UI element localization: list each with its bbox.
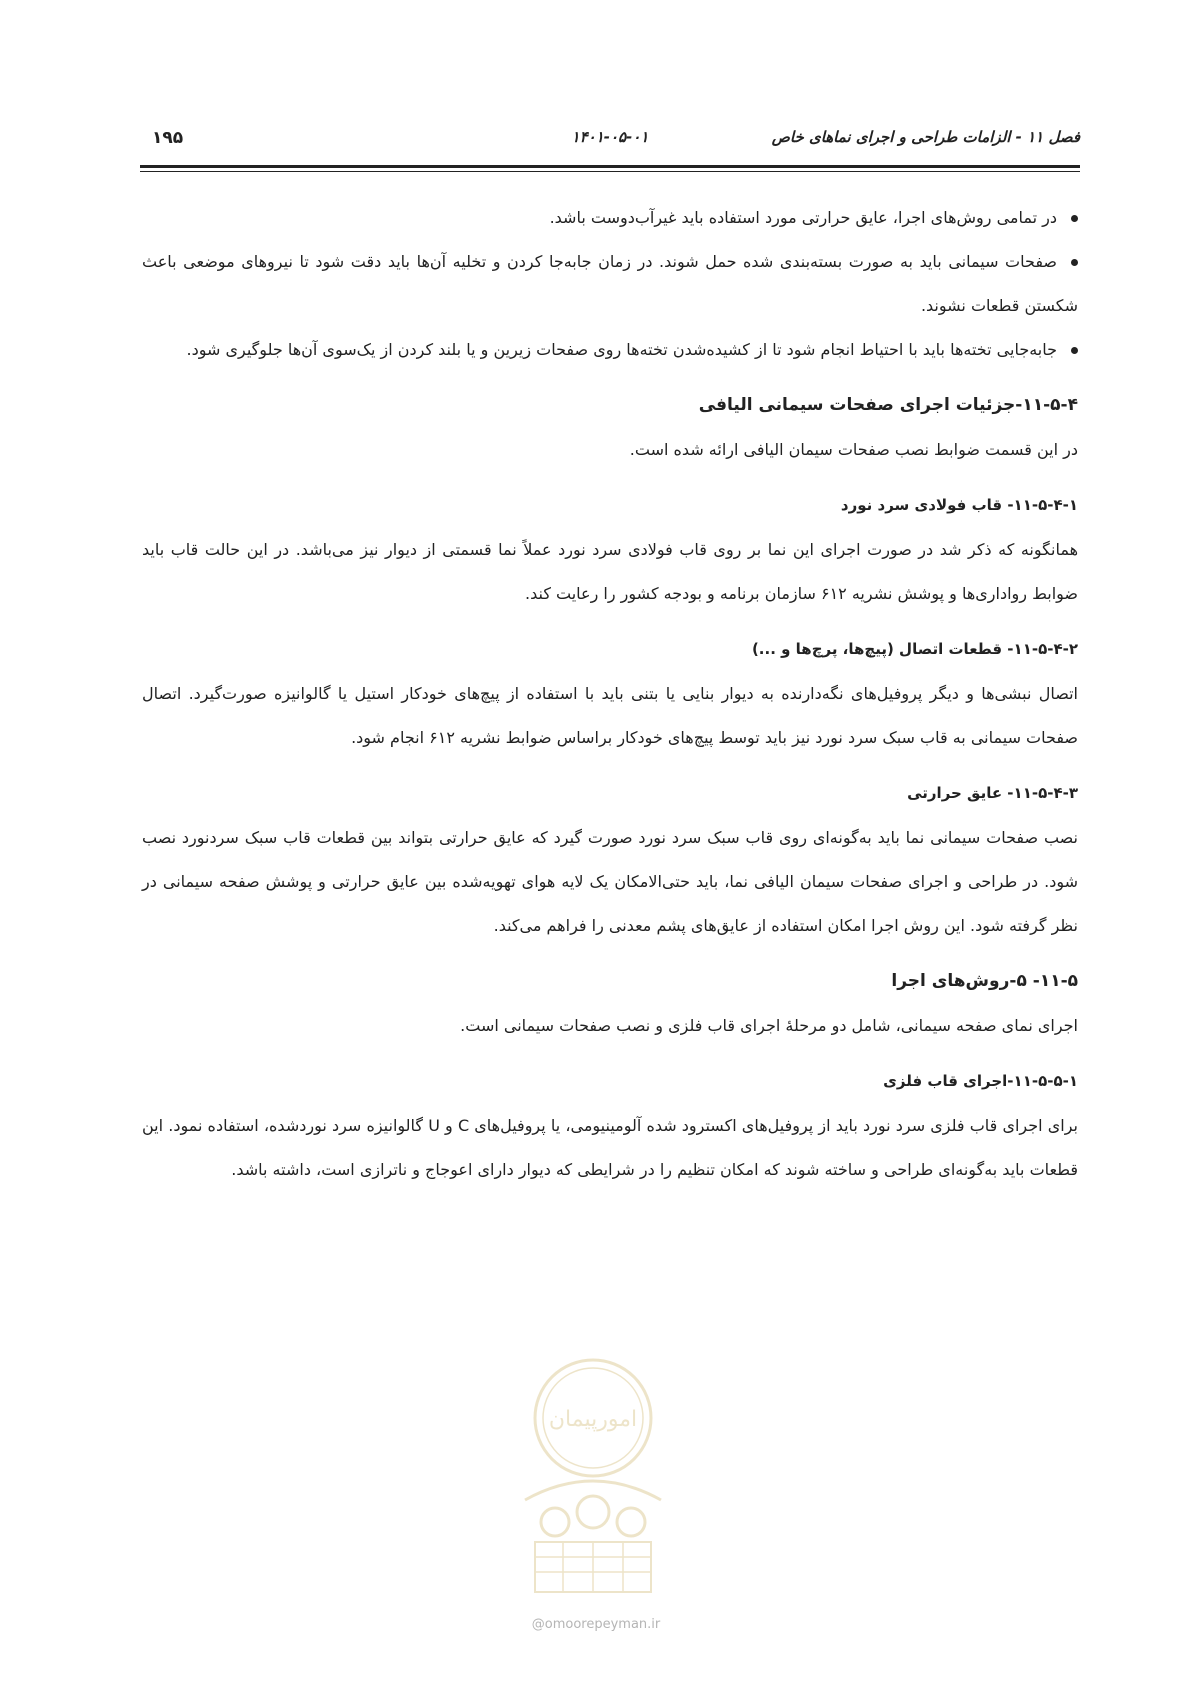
subsection-heading: ۱۱-۵-۴-۱- قاب فولادی سرد نورد — [840, 496, 1078, 514]
bullet-item — [142, 196, 1078, 240]
subsection-heading: ۱۱-۵-۵-۱-اجرای قاب فلزی — [883, 1072, 1078, 1090]
subsection-heading: ۱۱-۵-۴-۲- قطعات اتصال (پیچ‌ها، پرچ‌ها و ...) — [751, 640, 1078, 658]
bullet-text: در تمامی روش‌های اجرا، عایق حرارتی مورد استفاده باید غیرآب‌دوست باشد. — [549, 208, 1057, 227]
watermark-logo-icon — [505, 1352, 681, 1602]
subsection-heading: ۱۱-۵-۴-۳- عایق حرارتی — [907, 784, 1078, 802]
bullet-item — [142, 328, 1078, 372]
bullet-icon — [1071, 215, 1078, 222]
watermark-site: @omoorepeyman.ir — [531, 1617, 661, 1632]
section-body: همانگونه که ذکر شد در صورت اجرای این نما بر روی قاب فولادی سرد نورد عملاً نما قسمتی از دیوار نیز می‌باشد. در این حالت قاب باید ضوابط رواداری‌ها و پوشش نشریه ۶۱۲ سازمان برنامه و بودجه کشور را رعایت کند. — [142, 540, 1078, 603]
header-rule-thick — [140, 165, 1080, 168]
bullet-icon — [1071, 347, 1078, 354]
section-body: نصب صفحات سیمانی نما باید به‌گونه‌ای روی قاب سبک سرد نورد صورت گیرد که عایق حرارتی بتواند بین قطعات قاب سبک سردنورد نصب شود. در طراحی و اجرای صفحات سیمان الیافی نما، باید حتی‌الامکان یک لایه هوای تهویه‌شده بین عایق حرارتی و پوشش صفحه سیمانی در نظر گرفته شود. این روش اجرا امکان استفاده از عایق‌های پشم معدنی را فراهم می‌کند. — [142, 828, 1078, 935]
bullet-icon — [1071, 259, 1078, 266]
section-body: اتصال نبشی‌ها و دیگر پروفیل‌های نگه‌دارنده به دیوار بنایی یا بتنی باید با استفاده از پیچ‌های خودکار استیل یا گالوانیزه صورت‌گیرد. اتصال صفحات سیمانی به قاب سبک سرد نورد نیز باید توسط پیچ‌های خودکار براساس ضوابط نشریه ۶۱۲ انجام شود. — [142, 684, 1078, 747]
bullet-item — [142, 240, 1078, 328]
watermark-logo-text: امورپیمان — [548, 1407, 638, 1432]
header-rule-thin — [140, 171, 1080, 172]
section-body: اجرای نمای صفحه سیمانی، شامل دو مرحلۀ اجرای قاب فلزی و نصب صفحات سیمانی است. — [460, 1016, 1078, 1035]
section-heading: ۱۱-۵- ۵-روش‌های اجرا — [891, 971, 1078, 991]
chapter-title: فصل ۱۱ - الزامات طراحی و اجرای نماهای خاص — [771, 128, 1080, 146]
page-content — [142, 196, 1078, 1192]
section-heading: ۱۱-۵-۴-جزئیات اجرای صفحات سیمانی الیافی — [698, 395, 1078, 415]
bullet-text: صفحات سیمانی باید به صورت بسته‌بندی شده حمل شوند. در زمان جابه‌جا کردن و تخلیه آن‌ها باید دقت شود تا نیروهای موضعی باعث شکستن قطعات نشوند. — [142, 252, 1078, 315]
page-number: ۱۹۵ — [152, 128, 184, 148]
section-body: در این قسمت ضوابط نصب صفحات سیمان الیافی ارائه شده است. — [629, 440, 1078, 459]
section-body: برای اجرای قاب فلزی سرد نورد باید از پروفیل‌های اکسترود شده آلومینیومی، یا پروفیل‌های C و U گالوانیزه سرد نوردشده، استفاده نمود. این قطعات باید به‌گونه‌ای طراحی و ساخته شوند که امکان تنظیم را در شرایطی که دیوار دارای اعوجاج و ناترازی است، داشته باشد. — [142, 1116, 1078, 1179]
page-header — [140, 128, 1080, 158]
header-date: ۱۴۰۱-۰۵-۰۱ — [571, 128, 649, 146]
bullet-text: جابه‌جایی تخته‌ها باید با احتیاط انجام شود تا از کشیده‌شدن تخته‌ها روی صفحات زیرین و یا بلند کردن از یک‌سوی آن‌ها جلوگیری شود. — [186, 340, 1057, 359]
